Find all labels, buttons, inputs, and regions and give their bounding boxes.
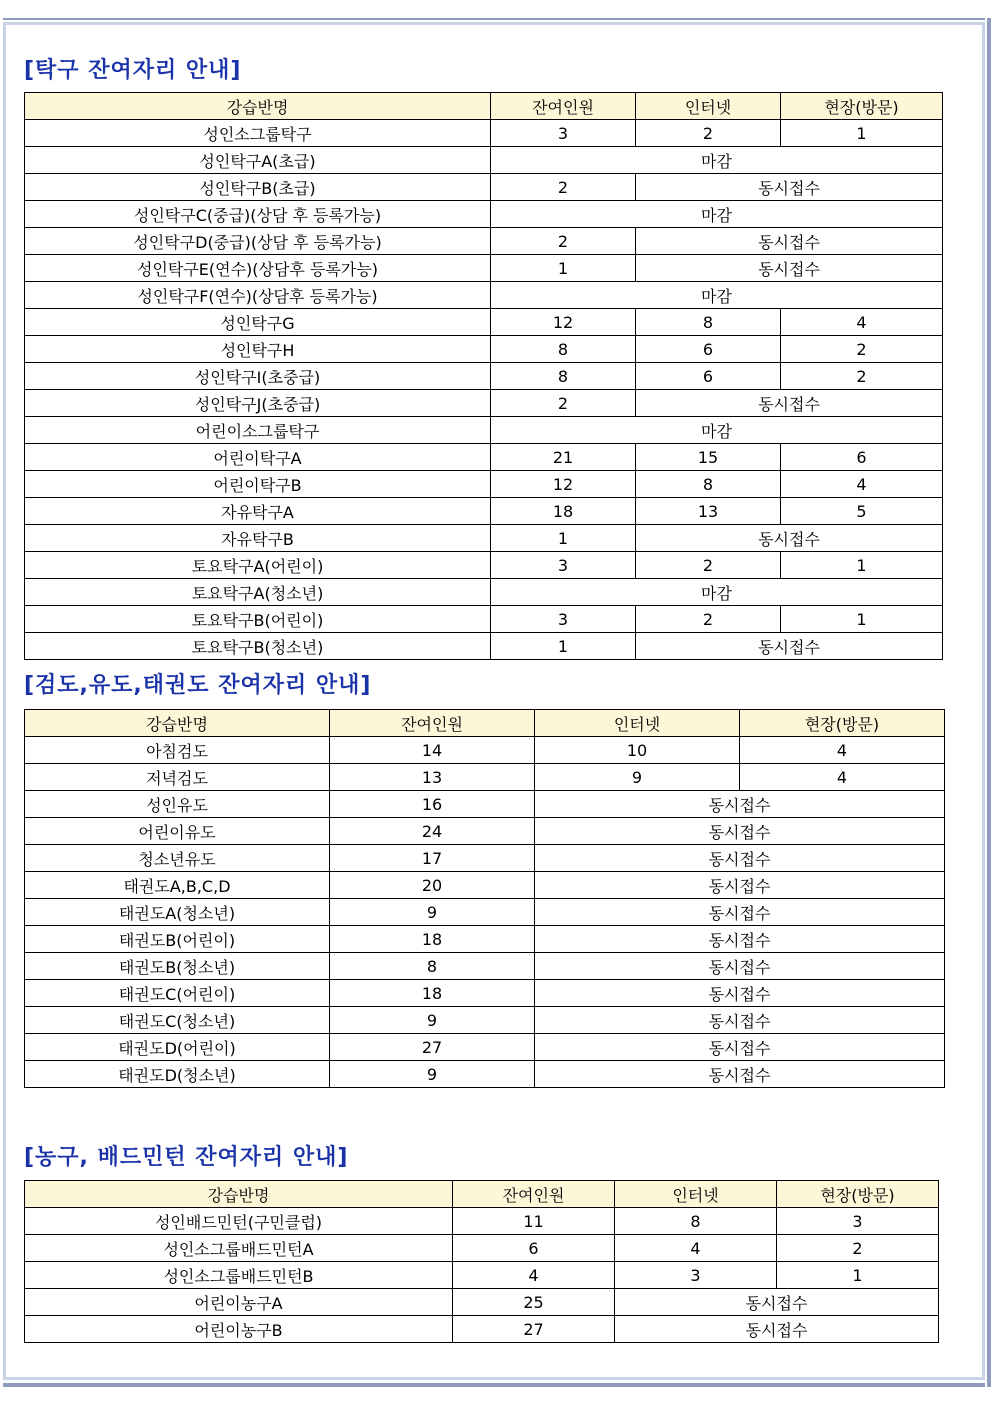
internet-cell: 10	[535, 737, 740, 764]
internet-cell: 2	[636, 552, 781, 579]
table-row	[25, 201, 943, 228]
class-name-cell: 토요탁구A(청소년)	[25, 579, 491, 606]
remaining-cell: 3	[491, 552, 636, 579]
onsite-cell: 5	[781, 498, 943, 525]
class-name-cell: 성인탁구J(초중급)	[25, 390, 491, 417]
table-row	[25, 282, 943, 309]
table-row	[25, 899, 945, 926]
class-name-cell: 어린이탁구B	[25, 471, 491, 498]
table-row	[25, 872, 945, 899]
martial-arts-section-title: [검도,유도,태권도 잔여자리 안내]	[24, 673, 372, 698]
table-row	[25, 606, 943, 633]
simultaneous-registration-cell: 동시접수	[636, 633, 943, 660]
remaining-cell: 6	[453, 1235, 615, 1262]
onsite-cell: 1	[781, 606, 943, 633]
internet-cell: 6	[636, 363, 781, 390]
remaining-cell: 4	[453, 1262, 615, 1289]
table-row	[25, 417, 943, 444]
remaining-cell: 25	[453, 1289, 615, 1316]
table-row	[25, 1007, 945, 1034]
remaining-cell: 12	[491, 309, 636, 336]
page-frame-right-shadow	[987, 18, 991, 1387]
col-header-internet: 인터넷	[636, 93, 781, 120]
remaining-cell: 13	[330, 764, 535, 791]
class-name-cell: 자유탁구A	[25, 498, 491, 525]
remaining-cell: 27	[330, 1034, 535, 1061]
remaining-cell: 18	[330, 980, 535, 1007]
onsite-cell: 2	[781, 336, 943, 363]
internet-cell: 3	[615, 1262, 777, 1289]
closed-status-cell: 마감	[491, 282, 943, 309]
onsite-cell: 1	[781, 552, 943, 579]
simultaneous-registration-cell: 동시접수	[535, 899, 945, 926]
table-row	[25, 579, 943, 606]
internet-cell: 8	[636, 309, 781, 336]
internet-cell: 2	[636, 120, 781, 147]
simultaneous-registration-cell: 동시접수	[636, 255, 943, 282]
simultaneous-registration-cell: 동시접수	[535, 872, 945, 899]
onsite-cell: 4	[781, 309, 943, 336]
basketball-badminton-table	[24, 1180, 939, 1343]
remaining-cell: 9	[330, 1007, 535, 1034]
onsite-cell: 2	[781, 363, 943, 390]
table-row	[25, 228, 943, 255]
col-header-internet: 인터넷	[535, 710, 740, 737]
simultaneous-registration-cell: 동시접수	[535, 980, 945, 1007]
table-row	[25, 174, 943, 201]
simultaneous-registration-cell: 동시접수	[535, 953, 945, 980]
table-row	[25, 1034, 945, 1061]
class-name-cell: 성인배드민턴(구민클럽)	[25, 1208, 453, 1235]
table-row	[25, 147, 943, 174]
simultaneous-registration-cell: 동시접수	[535, 1007, 945, 1034]
table-row	[25, 818, 945, 845]
internet-cell: 4	[615, 1235, 777, 1262]
class-name-cell: 어린이탁구A	[25, 444, 491, 471]
table-row	[25, 1289, 939, 1316]
table-row	[25, 953, 945, 980]
class-name-cell: 성인탁구F(연수)(상담후 등록가능)	[25, 282, 491, 309]
table-row	[25, 980, 945, 1007]
table-row	[25, 255, 943, 282]
col-header-remaining: 잔여인원	[330, 710, 535, 737]
remaining-cell: 2	[491, 174, 636, 201]
internet-cell: 9	[535, 764, 740, 791]
table-row	[25, 1208, 939, 1235]
closed-status-cell: 마감	[491, 417, 943, 444]
simultaneous-registration-cell: 동시접수	[535, 1061, 945, 1088]
onsite-cell: 1	[781, 120, 943, 147]
onsite-cell: 3	[777, 1208, 939, 1235]
col-header-remaining: 잔여인원	[453, 1181, 615, 1208]
class-name-cell: 성인유도	[25, 791, 330, 818]
table-row	[25, 525, 943, 552]
remaining-cell: 3	[491, 606, 636, 633]
onsite-cell: 4	[781, 471, 943, 498]
remaining-cell: 27	[453, 1316, 615, 1343]
table-tennis-table	[24, 92, 943, 660]
internet-cell: 15	[636, 444, 781, 471]
remaining-cell: 16	[330, 791, 535, 818]
remaining-cell: 8	[491, 336, 636, 363]
table-row	[25, 845, 945, 872]
table-row	[25, 471, 943, 498]
remaining-cell: 1	[491, 525, 636, 552]
col-header-remaining: 잔여인원	[491, 93, 636, 120]
table-row	[25, 926, 945, 953]
table-row	[25, 498, 943, 525]
class-name-cell: 토요탁구B(어린이)	[25, 606, 491, 633]
remaining-cell: 21	[491, 444, 636, 471]
class-name-cell: 토요탁구B(청소년)	[25, 633, 491, 660]
col-header-onsite: 현장(방문)	[740, 710, 945, 737]
table-row	[25, 336, 943, 363]
simultaneous-registration-cell: 동시접수	[535, 1034, 945, 1061]
class-name-cell: 태권도B(청소년)	[25, 953, 330, 980]
internet-cell: 8	[636, 471, 781, 498]
class-name-cell: 성인소그룹탁구	[25, 120, 491, 147]
table-row	[25, 1061, 945, 1088]
table-row	[25, 552, 943, 579]
table-row	[25, 764, 945, 791]
remaining-cell: 14	[330, 737, 535, 764]
class-name-cell: 성인탁구H	[25, 336, 491, 363]
class-name-cell: 성인탁구D(중급)(상담 후 등록가능)	[25, 228, 491, 255]
table-row	[25, 390, 943, 417]
remaining-cell: 9	[330, 899, 535, 926]
simultaneous-registration-cell: 동시접수	[615, 1316, 939, 1343]
table-row	[25, 1316, 939, 1343]
internet-cell: 6	[636, 336, 781, 363]
page-frame-bottom-shadow	[3, 1383, 985, 1387]
table-row	[25, 309, 943, 336]
table-row	[25, 791, 945, 818]
table-tennis-section-title: [탁구 잔여자리 안내]	[24, 58, 242, 83]
simultaneous-registration-cell: 동시접수	[615, 1289, 939, 1316]
table-row	[25, 737, 945, 764]
class-name-cell: 어린이소그룹탁구	[25, 417, 491, 444]
simultaneous-registration-cell: 동시접수	[535, 818, 945, 845]
internet-cell: 2	[636, 606, 781, 633]
col-header-class-name: 강습반명	[25, 1181, 453, 1208]
class-name-cell: 태권도C(청소년)	[25, 1007, 330, 1034]
class-name-cell: 성인탁구E(연수)(상담후 등록가능)	[25, 255, 491, 282]
remaining-cell: 2	[491, 228, 636, 255]
remaining-cell: 11	[453, 1208, 615, 1235]
remaining-cell: 8	[491, 363, 636, 390]
col-header-class-name: 강습반명	[25, 710, 330, 737]
table-row	[25, 363, 943, 390]
class-name-cell: 어린이유도	[25, 818, 330, 845]
remaining-cell: 12	[491, 471, 636, 498]
col-header-internet: 인터넷	[615, 1181, 777, 1208]
class-name-cell: 태권도A,B,C,D	[25, 872, 330, 899]
remaining-cell: 24	[330, 818, 535, 845]
class-name-cell: 아침검도	[25, 737, 330, 764]
onsite-cell: 2	[777, 1235, 939, 1262]
remaining-cell: 20	[330, 872, 535, 899]
class-name-cell: 성인소그룹배드민턴B	[25, 1262, 453, 1289]
remaining-cell: 1	[491, 255, 636, 282]
class-name-cell: 성인탁구I(초중급)	[25, 363, 491, 390]
col-header-onsite: 현장(방문)	[777, 1181, 939, 1208]
internet-cell: 13	[636, 498, 781, 525]
simultaneous-registration-cell: 동시접수	[535, 926, 945, 953]
martial-arts-table	[24, 709, 945, 1088]
simultaneous-registration-cell: 동시접수	[535, 791, 945, 818]
table-row	[25, 633, 943, 660]
class-name-cell: 자유탁구B	[25, 525, 491, 552]
col-header-onsite: 현장(방문)	[781, 93, 943, 120]
class-name-cell: 태권도D(청소년)	[25, 1061, 330, 1088]
remaining-cell: 9	[330, 1061, 535, 1088]
class-name-cell: 성인소그룹배드민턴A	[25, 1235, 453, 1262]
table-row	[25, 120, 943, 147]
class-name-cell: 저녁검도	[25, 764, 330, 791]
class-name-cell: 태권도A(청소년)	[25, 899, 330, 926]
remaining-cell: 18	[330, 926, 535, 953]
remaining-cell: 18	[491, 498, 636, 525]
table-row	[25, 1235, 939, 1262]
onsite-cell: 1	[777, 1262, 939, 1289]
remaining-cell: 17	[330, 845, 535, 872]
onsite-cell: 4	[740, 737, 945, 764]
simultaneous-registration-cell: 동시접수	[636, 390, 943, 417]
remaining-cell: 1	[491, 633, 636, 660]
simultaneous-registration-cell: 동시접수	[636, 228, 943, 255]
col-header-class-name: 강습반명	[25, 93, 491, 120]
simultaneous-registration-cell: 동시접수	[636, 174, 943, 201]
class-name-cell: 태권도C(어린이)	[25, 980, 330, 1007]
class-name-cell: 성인탁구A(초급)	[25, 147, 491, 174]
simultaneous-registration-cell: 동시접수	[636, 525, 943, 552]
class-name-cell: 어린이농구A	[25, 1289, 453, 1316]
class-name-cell: 성인탁구G	[25, 309, 491, 336]
class-name-cell: 성인탁구B(초급)	[25, 174, 491, 201]
simultaneous-registration-cell: 동시접수	[535, 845, 945, 872]
class-name-cell: 어린이농구B	[25, 1316, 453, 1343]
remaining-cell: 3	[491, 120, 636, 147]
class-name-cell: 태권도D(어린이)	[25, 1034, 330, 1061]
closed-status-cell: 마감	[491, 201, 943, 228]
closed-status-cell: 마감	[491, 147, 943, 174]
class-name-cell: 태권도B(어린이)	[25, 926, 330, 953]
page-frame-top	[3, 18, 985, 20]
onsite-cell: 4	[740, 764, 945, 791]
closed-status-cell: 마감	[491, 579, 943, 606]
table-row	[25, 1262, 939, 1289]
remaining-cell: 8	[330, 953, 535, 980]
class-name-cell: 성인탁구C(중급)(상담 후 등록가능)	[25, 201, 491, 228]
internet-cell: 8	[615, 1208, 777, 1235]
table-row	[25, 444, 943, 471]
remaining-cell: 2	[491, 390, 636, 417]
class-name-cell: 토요탁구A(어린이)	[25, 552, 491, 579]
onsite-cell: 6	[781, 444, 943, 471]
class-name-cell: 청소년유도	[25, 845, 330, 872]
basketball-badminton-section-title: [농구, 배드민턴 잔여자리 안내]	[24, 1145, 349, 1170]
